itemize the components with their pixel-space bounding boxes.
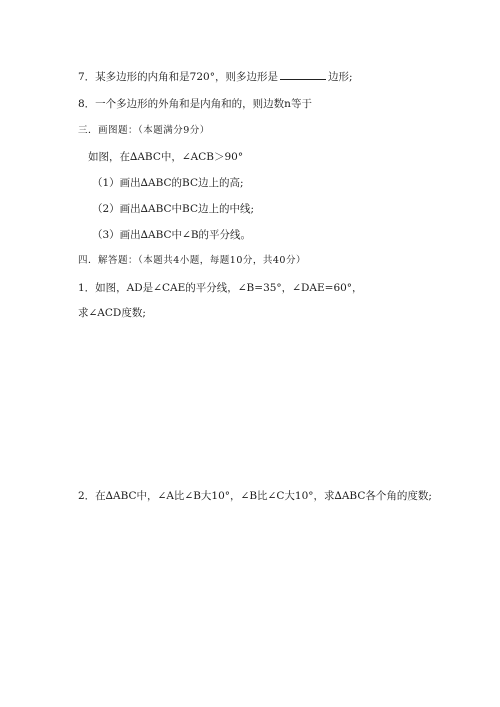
section-3-title: 三．画图题：（本题满分9分） <box>78 125 210 136</box>
section-4-question-1-cont: 求∠ACD度数; <box>78 307 146 319</box>
question-8: 8．一个多边形的外角和是内角和的，则边数n等于 <box>78 98 312 110</box>
section-3-item-1: （1）画出∆ABC的BC边上的高; <box>92 177 244 189</box>
question-7-suffix: 边形; <box>327 71 353 83</box>
answer-blank <box>280 68 326 80</box>
section-3-item-3: （3）画出∆ABC中∠B的平分线。 <box>92 229 252 241</box>
section-4-title: 四．解答题：（本题共4小题，每题10分，共40分） <box>78 255 306 266</box>
section-3-item-2: （2）画出∆ABC中BC边上的中线; <box>92 203 255 215</box>
question-7 <box>78 68 353 84</box>
question-7-text: 7．某多边形的内角和是720°，则多边形是 <box>78 71 278 83</box>
section-4-question-1: 1．如图，AD是∠CAE的平分线，∠B=35°，∠DAE=60°， <box>78 282 363 294</box>
section-4-question-2: 2．在∆ABC中，∠A比∠B大10°，∠B比∠C大10°，求∆ABC各个角的度数; <box>78 490 432 502</box>
section-3-intro: 如图，在∆ABC中，∠ACB＞90° <box>88 151 244 163</box>
